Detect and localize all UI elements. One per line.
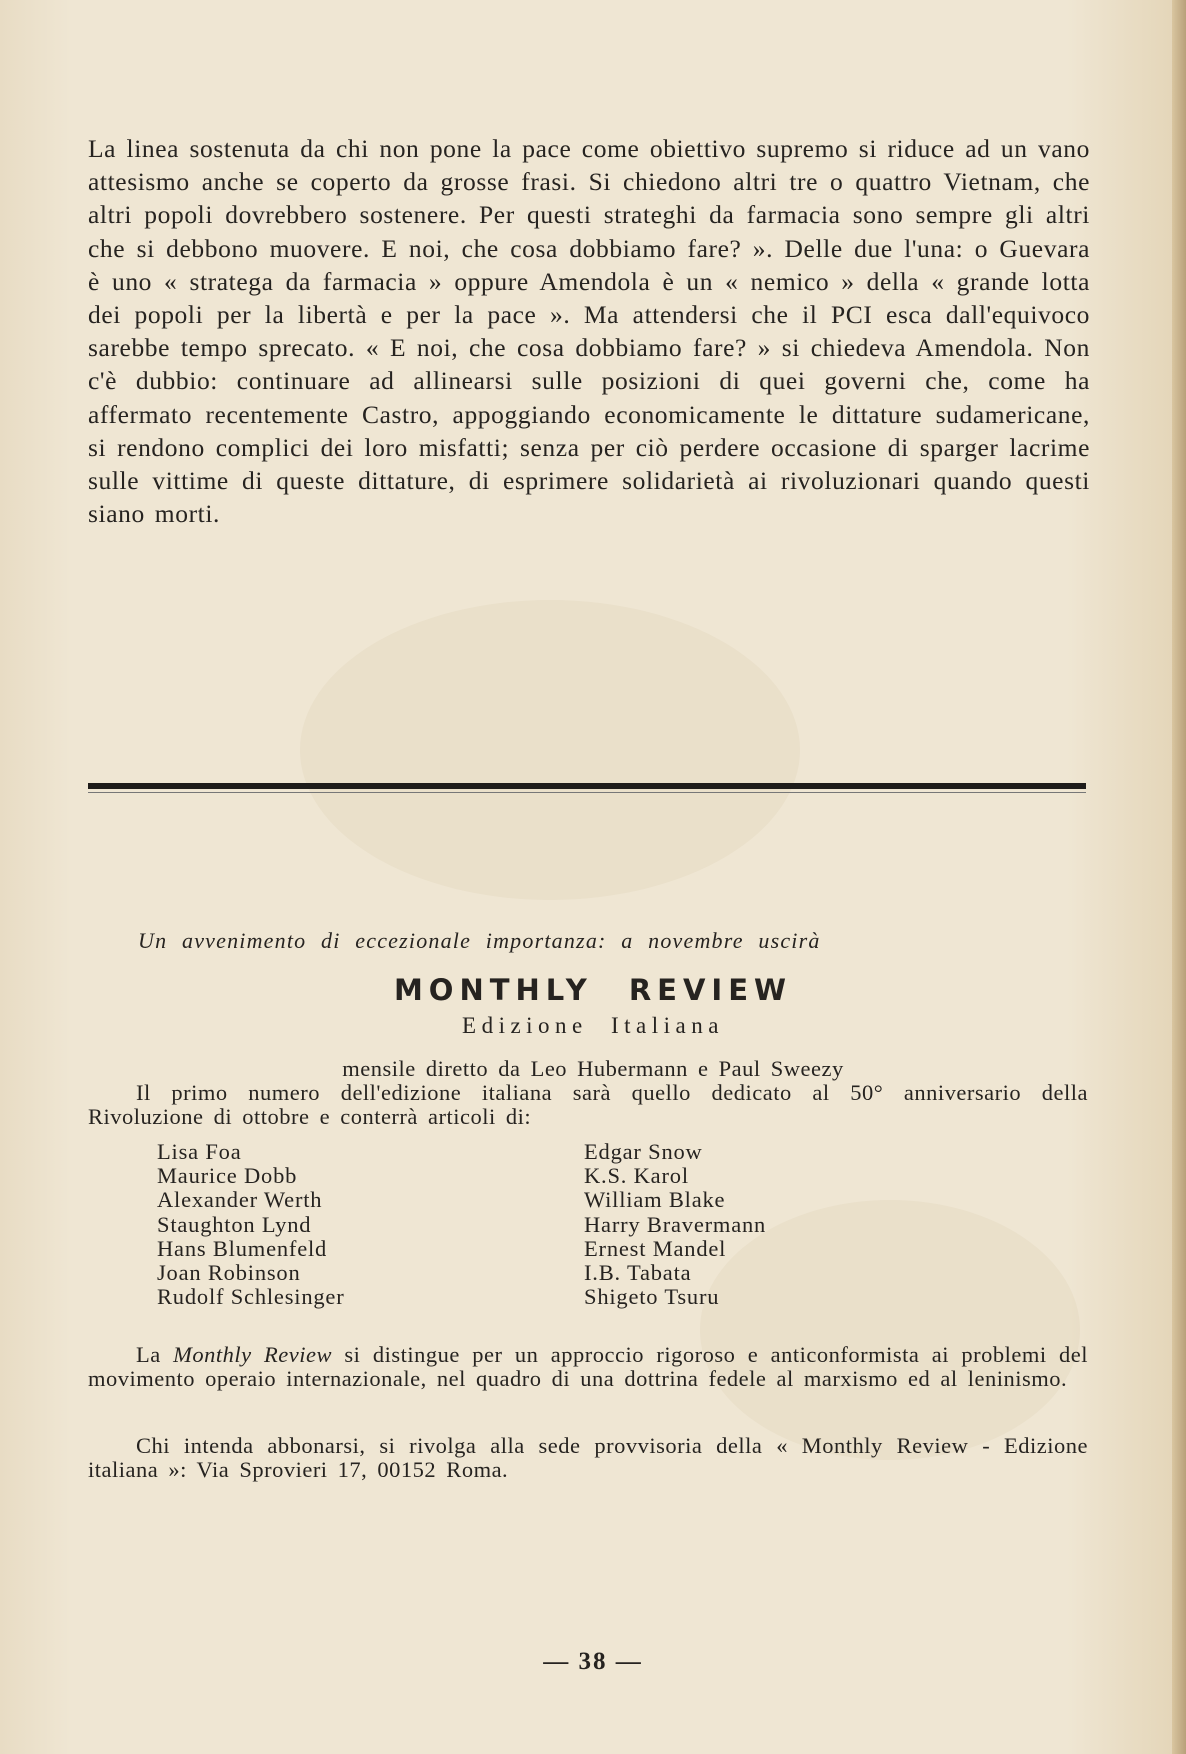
section-divider-thin xyxy=(88,792,1086,793)
magazine-subtitle: Edizione Italiana xyxy=(462,1013,724,1038)
author-name: Hans Blumenfeld xyxy=(157,1235,328,1261)
author-name: Joan Robinson xyxy=(157,1260,301,1286)
author-name: Shigeto Tsuru xyxy=(584,1284,720,1310)
subscription-paragraph: Chi intenda abbonarsi, si rivolga alla sede provvisoria della « Monthly Review - Edizione italiana »: Via Sprovieri 17, 00152 Roma. xyxy=(88,1433,1088,1482)
description-paragraph xyxy=(88,1343,1088,1391)
article-paragraph: La linea sostenuta da chi non pone la pace come obiettivo supremo si riduce ad un vano attesismo anche se coperto da grosse frasi. Si chiedono altri tre o quattro Vietnam, che altri popoli dovrebbero sostenere. Per questi strateghi da farmacia sono sempre gli altri che si debbono muovere. E noi, che cosa dobbiamo fare? ». Delle due l'una: o Guevara è uno « stratega da farmacia » oppure Amendola è un « nemico » della « grande lotta dei popoli per la libertà e per la pace ». Ma attendersi che il PCI esca dall'equivoco sarebbe tempo sprecato. « E noi, che cosa dobbiamo fare? » si chiedeva Amendola. Non c'è dubbio: continuare ad allinearsi sulle posizioni di quei governi che, come ha affermato recentemente Castro, appoggiando economicamente le dittature sudamericane, si rendono complici dei loro misfatti; senza per ciò perdere occasione di sparger lacrime sulle vittime di queste dittature, di esprimere solidarietà ai rivoluzionari quando questi siano morti. xyxy=(88,134,1090,529)
intro-paragraph: Il primo numero dell'edizione italiana sarà quello dedicato al 50° anniversario della Rivoluzione di ottobre e conterrà articoli di: xyxy=(88,1080,1088,1129)
page-edge xyxy=(1172,0,1186,1754)
page-number: — 38 — xyxy=(543,1648,643,1675)
author-name: Rudolf Schlesinger xyxy=(157,1284,345,1310)
paper-stain xyxy=(300,600,800,900)
author-name: Staughton Lynd xyxy=(157,1211,312,1237)
description-rest: si distingue per un approccio rigoroso e anticonformista ai problemi del movimento operaio internazionale, nel quadro di una dottrina fedele al marxismo ed al leninismo. xyxy=(88,1342,1089,1391)
section-divider xyxy=(88,783,1086,789)
description-prefix: La xyxy=(136,1342,161,1367)
authors-right-column xyxy=(584,1140,766,1309)
directors-line: mensile diretto da Leo Hubermann e Paul Sweezy xyxy=(342,1056,844,1081)
author-name: I.B. Tabata xyxy=(584,1260,692,1286)
author-name: Ernest Mandel xyxy=(584,1235,727,1261)
author-name: Alexander Werth xyxy=(157,1187,323,1213)
author-name: Edgar Snow xyxy=(584,1139,703,1164)
magazine-name-italic: Monthly Review xyxy=(173,1342,332,1367)
author-name: Maurice Dobb xyxy=(157,1163,298,1189)
magazine-title: MONTHLY REVIEW xyxy=(393,973,793,1007)
author-name: William Blake xyxy=(584,1187,726,1213)
author-name: Harry Bravermann xyxy=(584,1211,767,1237)
announcement: Un avvenimento di eccezionale importanza: a novembre uscirà xyxy=(138,928,821,953)
authors-left-column xyxy=(157,1140,345,1309)
author-name: K.S. Karol xyxy=(584,1163,689,1189)
author-name: Lisa Foa xyxy=(157,1139,242,1164)
